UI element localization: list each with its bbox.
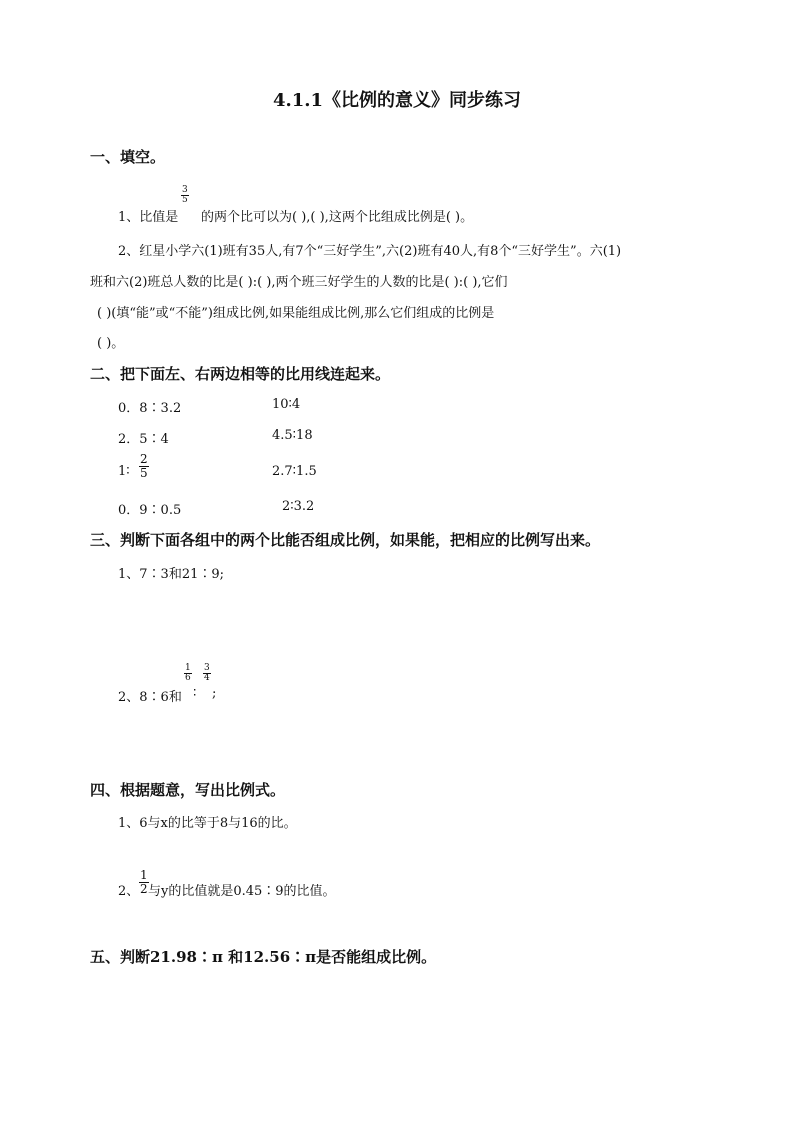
section-2-heading: 二、把下面左、右两边相等的比用线连起来。 [90,365,391,383]
s2-left-4: 0．9∶0.5 [118,503,182,518]
s2-left-3: 1∶ [118,464,130,479]
s1-q1-prefix: 1、比值是 [118,210,179,225]
s3-q2-frac1-num: 1 [185,663,191,673]
s3-q2-prefix: 2、8∶6和 [118,690,182,705]
page-title: 4.1.1《比例的意义》同步练习 [272,90,522,111]
s1-q2-line1: 2、红星小学六(1)班有35人,有7个“三好学生”,六(2)班有40人,有8个“三好学生”。六(1) [118,244,622,259]
s4-q2-frac-den: 2 [140,881,148,896]
s2-right-3: 2.7∶1.5 [272,464,317,479]
s2-right-1: 10∶4 [272,397,301,412]
s3-q2-colon: ∶ [193,686,197,701]
s4-q2-prefix: 2、 [118,884,140,899]
s4-q2-frac-num: 1 [140,868,148,882]
s3-q2-suffix: ; [212,686,217,701]
s4-q2-suffix: 与y的比值就是0.45∶9的比值。 [148,884,336,899]
s1-q2-line4: ( )。 [97,336,125,351]
s2-left-2: 2．5∶4 [118,432,169,447]
s2-right-4: 2∶3.2 [282,499,315,514]
section-3-heading: 三、判断下面各组中的两个比能否组成比例，如果能，把相应的比例写出来。 [90,531,601,549]
s1-q1 [118,206,178,225]
s3-q2-frac2-den: 4 [204,673,210,683]
s3-q1: 1、7∶3和21∶9; [118,567,225,582]
s2-left-1: 0．8∶3.2 [118,401,182,416]
section-5-heading: 五、判断21.98∶π 和12.56∶π是否能组成比例。 [90,948,437,966]
section-1-heading: 一、填空。 [90,148,166,166]
s3-q2-frac2-num: 3 [204,663,210,673]
s1-q1-suffix: 的两个比可以为( ),( ),这两个比组成比例是( )。 [201,210,474,225]
s2-frac-num: 2 [140,452,148,466]
s3-q2-frac2 [203,664,211,683]
s4-q1: 1、6与x的比等于8与16的比。 [118,816,297,831]
s1-q2-line2: 班和六(2)班总人数的比是( ):( ),两个班三好学生的人数的比是( ):( ),它们 [90,275,508,290]
s1-q2-line3: ( )(填“能”或“不能”)组成比例,如果能组成比例,那么它们组成的比例是 [97,306,495,321]
s2-frac-den: 5 [140,465,148,480]
s2-right-2: 4.5∶18 [272,428,313,443]
s1-q1-fraction [181,186,189,205]
s1-q1-frac-den: 5 [182,195,188,205]
s3-q2-frac1-den: 6 [185,673,191,683]
s3-q2-frac1 [184,664,192,683]
s2-left-3-fraction [139,453,149,479]
section-4-heading: 四、根据题意，写出比例式。 [90,781,286,799]
s1-q1-frac-num: 3 [182,185,188,195]
